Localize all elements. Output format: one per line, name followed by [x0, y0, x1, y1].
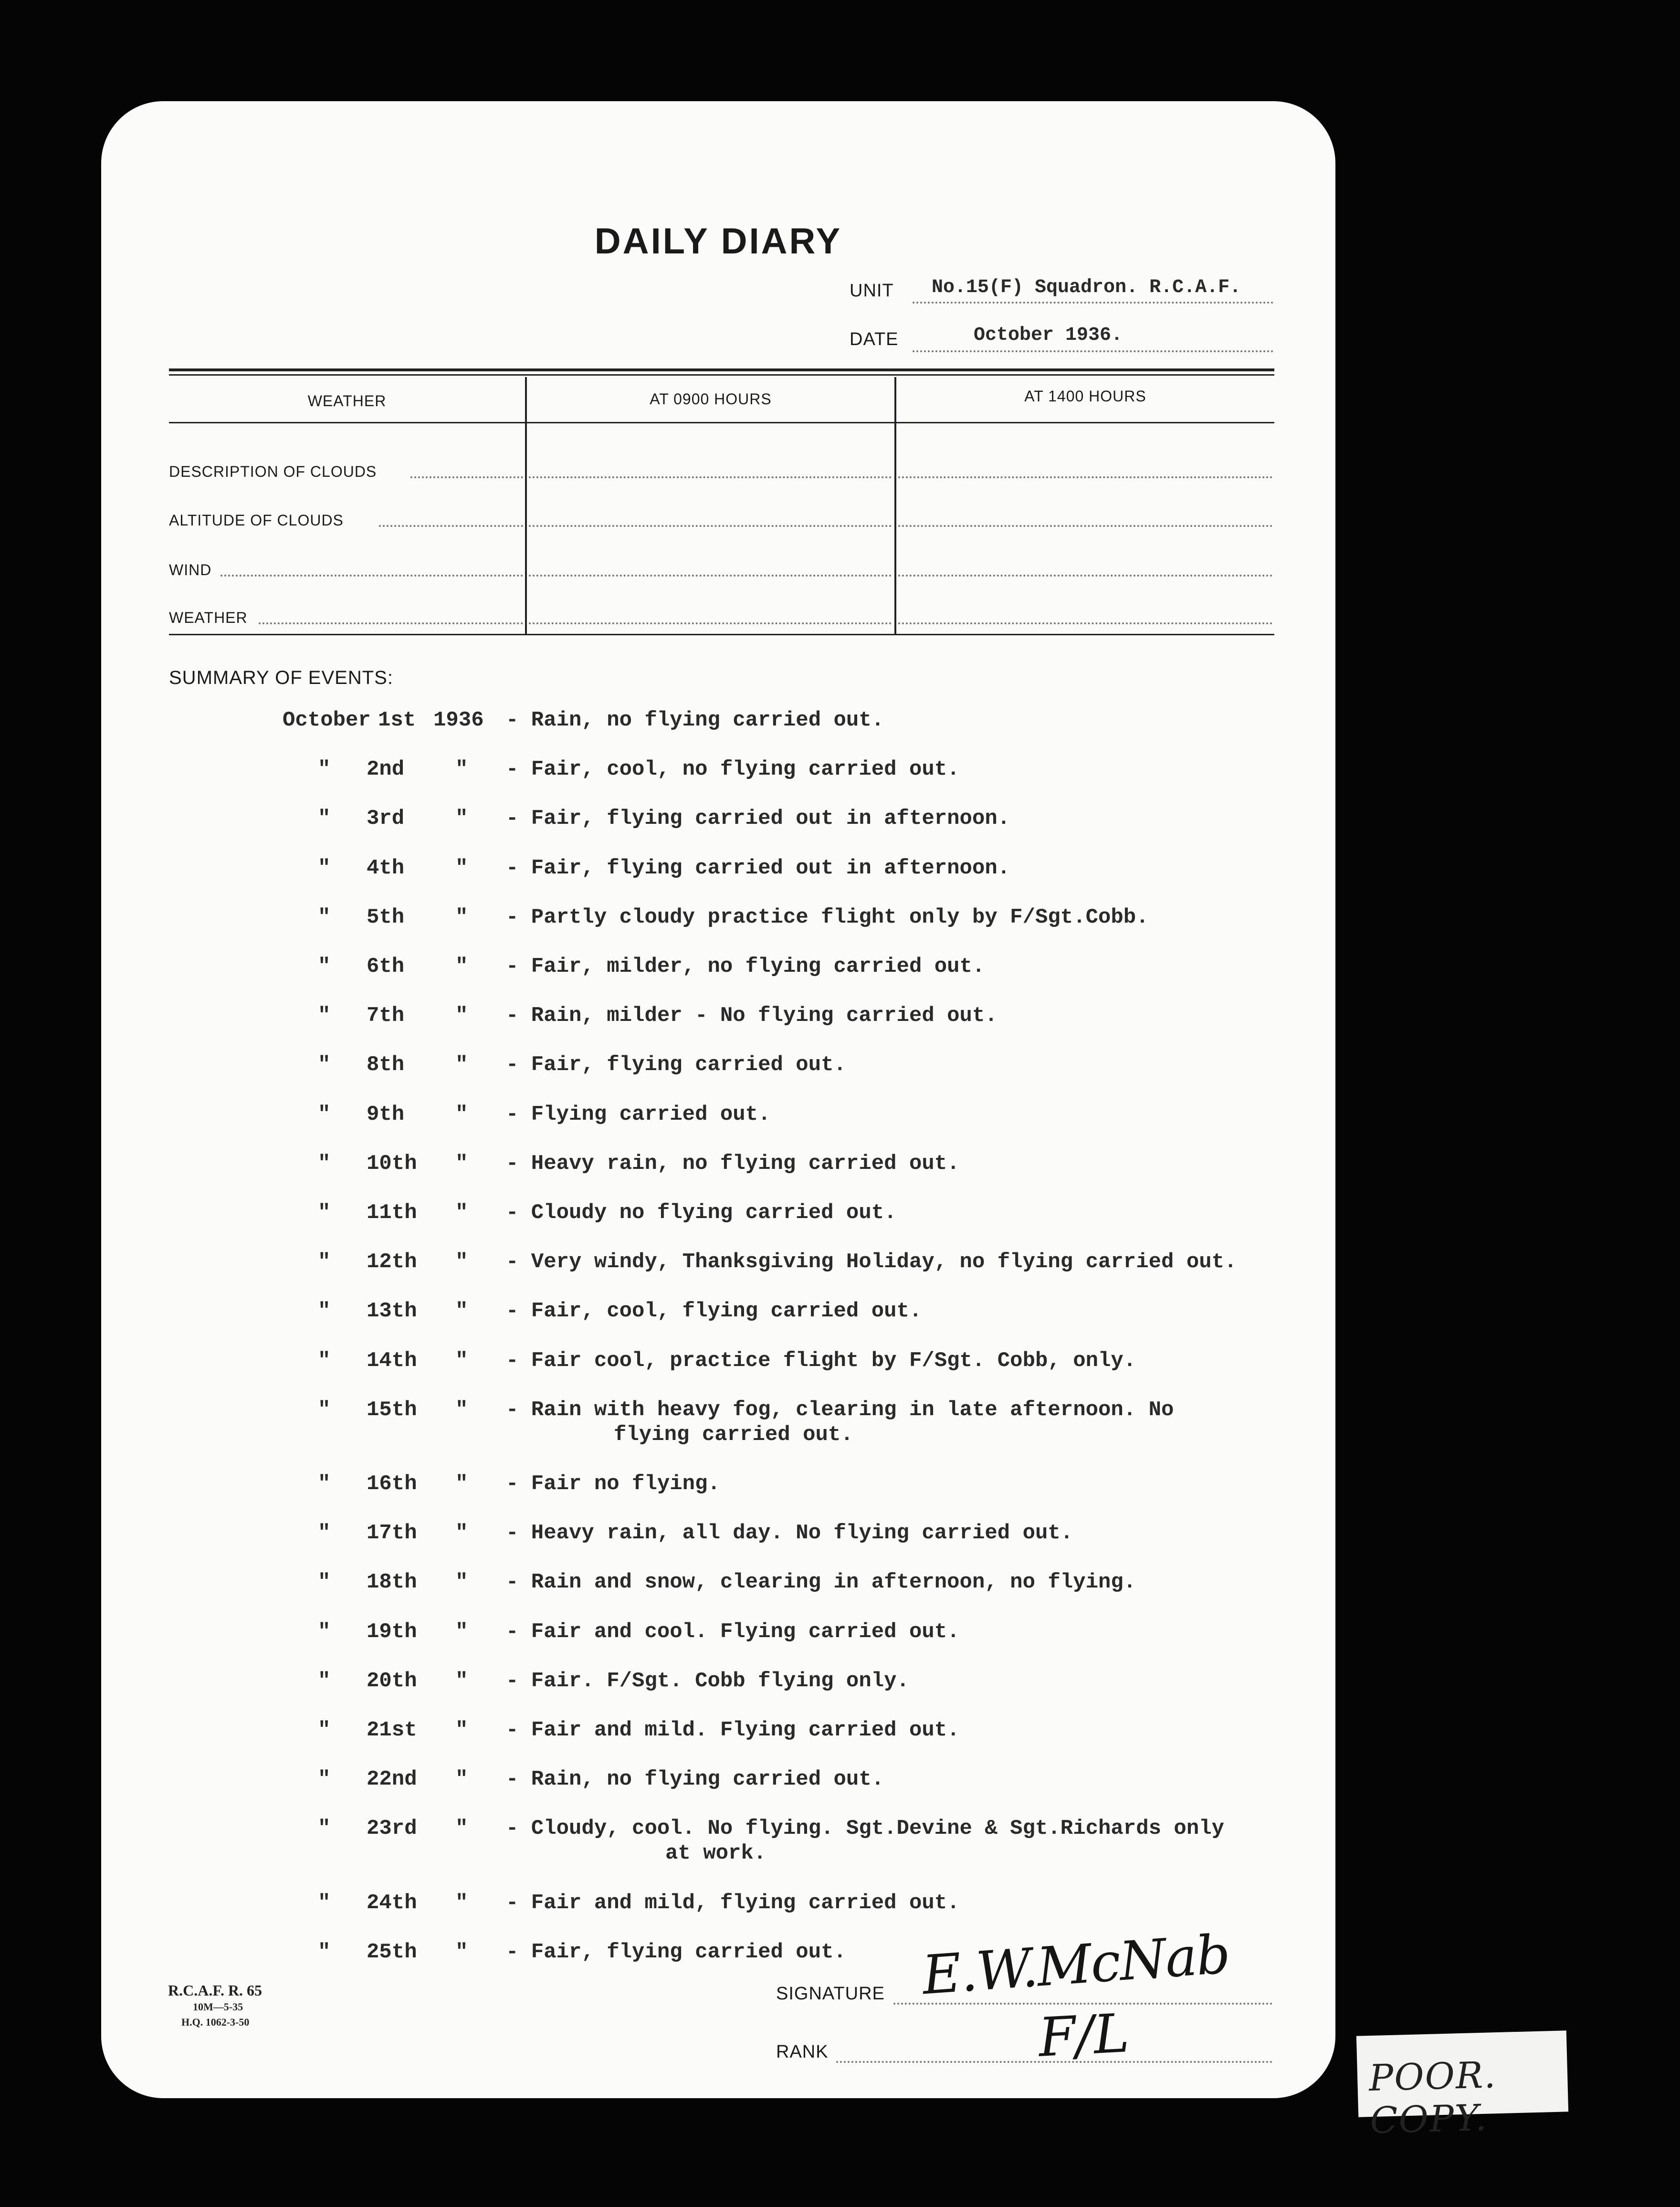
entry-text: - Rain, no flying carried out. [506, 708, 884, 732]
entry-day: 15th [367, 1398, 417, 1422]
entry-year: " [455, 1767, 468, 1792]
entry-month: " [318, 1004, 331, 1028]
entry-day: 20th [367, 1669, 417, 1693]
entry-month: " [318, 1940, 331, 1964]
entry-year: " [455, 1151, 468, 1176]
dotted-fill [529, 575, 892, 577]
entry-day: 7th [367, 1004, 405, 1028]
entry-month: " [318, 1250, 331, 1274]
entry-day: 4th [367, 856, 405, 880]
entry-year: " [455, 1004, 468, 1028]
summary-entry [101, 1472, 1335, 1515]
unit-label: UNIT [850, 281, 894, 301]
summary-entry [101, 708, 1335, 751]
entry-text-continued: flying carried out. [614, 1422, 853, 1447]
summary-entry [101, 1053, 1335, 1096]
print-code: H.Q. 1062-3-50 [181, 2016, 250, 2028]
signature-handwriting: E.W.McNab [920, 1923, 1232, 2007]
entry-month: " [318, 1053, 331, 1077]
unit-value: No.15(F) Squadron. R.C.A.F. [932, 277, 1241, 298]
entry-text: - Fair, flying carried out. [506, 1940, 846, 1964]
row-label-wind: WIND [169, 561, 212, 578]
summary-entry [101, 807, 1335, 850]
summary-entry [101, 1891, 1335, 1934]
summary-entry [101, 757, 1335, 800]
entry-text: - Cloudy, cool. No flying. Sgt.Devine & Sgt.Richards only [506, 1817, 1225, 1841]
header-0900: AT 0900 HOURS [650, 390, 772, 408]
entry-month: " [318, 1472, 331, 1496]
entry-text: - Fair. F/Sgt. Cobb flying only. [506, 1669, 909, 1693]
rank-handwriting: F/L [1037, 2002, 1131, 2069]
entry-year: " [455, 757, 468, 782]
entry-month: October [283, 708, 371, 732]
entry-month: " [318, 1151, 331, 1176]
entry-year: " [455, 1053, 468, 1077]
entry-year: " [455, 1250, 468, 1274]
entry-month: " [318, 757, 331, 782]
dotted-fill [410, 476, 523, 478]
summary-entry [101, 905, 1335, 948]
entry-day: 2nd [367, 757, 405, 782]
entry-month: " [318, 905, 331, 929]
entry-month: " [318, 955, 331, 978]
entry-month: " [318, 1619, 331, 1644]
entry-month: " [318, 1398, 331, 1422]
entry-month: " [318, 1570, 331, 1595]
entry-year: " [455, 1348, 468, 1373]
form-number: R.C.A.F. R. 65 [168, 1982, 262, 1999]
summary-entry [101, 1570, 1335, 1613]
entry-text: - Cloudy no flying carried out. [506, 1201, 897, 1225]
poor-copy-text: POOR. COPY. [1368, 2053, 1497, 2142]
form-title: DAILY DIARY [594, 221, 842, 262]
dotted-fill [379, 525, 523, 527]
entry-month: " [318, 1767, 331, 1792]
entry-day: 9th [367, 1102, 405, 1126]
entry-year: " [455, 1891, 468, 1915]
summary-entry [101, 1718, 1335, 1761]
column-divider [525, 377, 527, 635]
entry-year: " [455, 1299, 468, 1324]
dotted-fill [529, 476, 892, 478]
entry-text: - Partly cloudy practice flight only by F/Sgt.Cobb. [506, 905, 1149, 929]
signature-label: SIGNATURE [776, 1984, 885, 2004]
entry-text: - Fair, flying carried out in afternoon. [506, 856, 1010, 880]
summary-entry [101, 1349, 1335, 1392]
entry-month: " [318, 856, 331, 880]
entry-text: - Rain and snow, clearing in afternoon, no flying. [506, 1570, 1136, 1595]
diary-sheet [101, 101, 1335, 2098]
entry-day: 16th [367, 1472, 417, 1496]
entry-month: " [318, 1201, 331, 1225]
summary-entry [101, 856, 1335, 899]
print-code: 10M—5-35 [193, 2001, 243, 2013]
summary-entry [101, 1669, 1335, 1712]
entry-day: 8th [367, 1053, 405, 1077]
entry-year: " [455, 1521, 468, 1545]
entry-day: 6th [367, 955, 405, 978]
entry-day: 1st [378, 708, 416, 732]
entry-text: - Fair and mild, flying carried out. [506, 1891, 960, 1915]
entry-year: " [455, 807, 468, 831]
header-1400: AT 1400 HOURS [1024, 388, 1146, 405]
entry-text: - Fair and cool. Flying carried out. [506, 1619, 960, 1644]
entry-text: - Fair cool, practice flight by F/Sgt. Cobb, only. [506, 1348, 1136, 1373]
entry-day: 23rd [367, 1817, 417, 1841]
poor-copy-stamp [1356, 2030, 1568, 2142]
date-value: October 1936. [974, 325, 1123, 346]
entry-year: " [455, 1398, 468, 1422]
dotted-fill [898, 575, 1272, 577]
entry-text: - Fair, flying carried out in afternoon. [506, 807, 1010, 831]
entry-text: - Heavy rain, no flying carried out. [506, 1151, 960, 1176]
dotted-fill [529, 525, 892, 527]
entry-year: 1936 [433, 708, 484, 732]
row-label-weather: WEATHER [169, 609, 248, 626]
entry-text: - Flying carried out. [506, 1102, 771, 1126]
entry-day: 11th [367, 1201, 417, 1225]
entry-day: 10th [367, 1151, 417, 1176]
entry-year: " [455, 1619, 468, 1644]
summary-entry [101, 1201, 1335, 1244]
rank-label: RANK [776, 2042, 829, 2062]
dotted-fill [898, 525, 1272, 527]
dotted-fill [898, 622, 1272, 624]
entry-month: " [318, 1669, 331, 1693]
entry-day: 13th [367, 1299, 417, 1324]
table-bottom-rule [169, 634, 1274, 635]
entry-day: 14th [367, 1348, 417, 1373]
entry-year: " [455, 905, 468, 929]
entry-day: 24th [367, 1891, 417, 1915]
summary-entry [101, 1004, 1335, 1047]
entry-text: - Fair, cool, no flying carried out. [506, 757, 960, 782]
summary-entry [101, 1620, 1335, 1663]
summary-entry [101, 1767, 1335, 1810]
header-weather: WEATHER [307, 392, 387, 410]
entry-day: 21st [367, 1718, 417, 1742]
entry-month: " [318, 1299, 331, 1324]
entry-text: - Fair, cool, flying carried out. [506, 1299, 922, 1324]
entry-month: " [318, 1718, 331, 1742]
entry-text: - Heavy rain, all day. No flying carried out. [506, 1521, 1073, 1545]
dotted-fill [529, 622, 892, 624]
summary-heading: SUMMARY OF EVENTS: [169, 667, 393, 688]
entry-text: - Rain, milder - No flying carried out. [506, 1004, 998, 1028]
entry-day: 19th [367, 1619, 417, 1644]
date-dotted-line [913, 350, 1273, 352]
summary-entry [101, 955, 1335, 998]
dotted-fill [898, 476, 1272, 478]
entry-month: " [318, 807, 331, 831]
entry-month: " [318, 1891, 331, 1915]
entry-year: " [455, 1570, 468, 1595]
entry-year: " [455, 1102, 468, 1126]
entry-year: " [455, 856, 468, 880]
entry-year: " [455, 1718, 468, 1742]
row-label-description-of-clouds: DESCRIPTION OF CLOUDS [169, 463, 377, 480]
entry-day: 12th [367, 1250, 417, 1274]
entry-text: - Fair and mild. Flying carried out. [506, 1718, 960, 1742]
dotted-fill [220, 575, 523, 577]
header-rule [169, 422, 1274, 423]
entry-day: 17th [367, 1521, 417, 1545]
entry-text: - Fair, flying carried out. [506, 1053, 846, 1077]
entry-text-continued: at work. [665, 1841, 766, 1866]
entry-month: " [318, 1817, 331, 1841]
table-top-rule-inner [169, 374, 1274, 376]
entry-year: " [455, 1472, 468, 1496]
entry-day: 18th [367, 1570, 417, 1595]
entry-year: " [455, 1201, 468, 1225]
row-label-altitude-of-clouds: ALTITUDE OF CLOUDS [169, 512, 344, 529]
dotted-fill [259, 622, 523, 624]
entry-text: - Very windy, Thanksgiving Holiday, no flying carried out. [506, 1250, 1237, 1274]
summary-entry [101, 1817, 1335, 1866]
date-label: DATE [850, 329, 899, 349]
summary-entry [101, 1152, 1335, 1195]
entry-day: 3rd [367, 807, 405, 831]
entry-text: - Rain, no flying carried out. [506, 1767, 884, 1792]
entry-text: - Fair no flying. [506, 1472, 720, 1496]
entry-day: 22nd [367, 1767, 417, 1792]
entry-month: " [318, 1102, 331, 1126]
entry-year: " [455, 1817, 468, 1841]
column-divider [894, 377, 896, 635]
entry-month: " [318, 1348, 331, 1373]
entry-year: " [455, 1669, 468, 1693]
entry-year: " [455, 1940, 468, 1964]
unit-dotted-line [913, 302, 1273, 304]
summary-entry [101, 1103, 1335, 1146]
entry-text: - Fair, milder, no flying carried out. [506, 955, 985, 978]
entry-day: 25th [367, 1940, 417, 1964]
summary-entry [101, 1250, 1335, 1293]
table-top-rule [169, 368, 1274, 371]
entry-text: - Rain with heavy fog, clearing in late afternoon. No [506, 1398, 1174, 1422]
summary-entry [101, 1521, 1335, 1564]
summary-entry [101, 1398, 1335, 1447]
entry-month: " [318, 1521, 331, 1545]
entry-year: " [455, 955, 468, 978]
entry-day: 5th [367, 905, 405, 929]
summary-entry [101, 1299, 1335, 1342]
